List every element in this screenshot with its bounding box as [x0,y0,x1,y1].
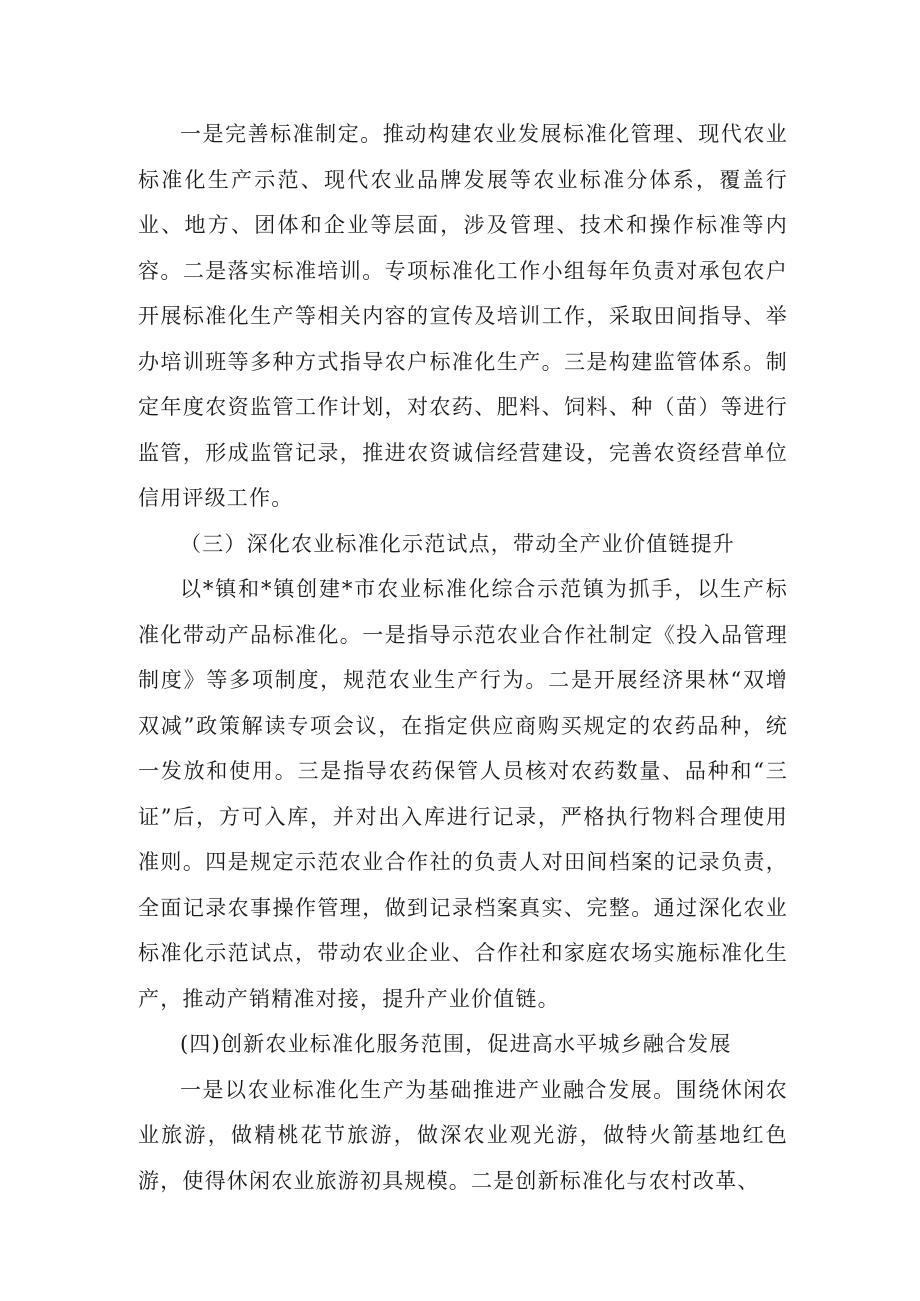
paragraph-standards-work: 一是完善标准制定。推动构建农业发展标准化管理、现代农业标准化生产示范、现代农业品牌发展等农业标准分体系，覆盖行业、地方、团体和企业等层面，涉及管理、技术和操作标准等内容。二是落实标准培训。专项标准化工作小组每年负责对承包农户开展标准化生产等相关内容的宣传及培训工作，采取田间指导、举办培训班等多种方式指导农户标准化生产。三是构建监管体系。制定年度农资监管工作计划，对农药、肥料、饲料、种（苗）等进行监管，形成监管记录，推进农资诚信经营建设，完善农资经营单位信用评级工作。 [138,122,788,510]
section-heading-3: （三）深化农业标准化示范试点，带动全产业价值链提升 [180,531,735,556]
paragraph-integration-development: 一是以农业标准化生产为基础推进产业融合发展。围绕休闲农业旅游，做精桃花节旅游，做深农业观光游，做特火箭基地红色游，使得休闲农业旅游初具规模。二是创新标准化与农村改革、 [138,1077,788,1193]
paragraph-demonstration-pilot: 以*镇和*镇创建*市农业标准化综合示范镇为抓手，以生产标准化带动产品标准化。一是指导示范农业合作社制定《投入品管理制度》等多项制度，规范农业生产行为。二是开展经济果林“双增双减”政策解读专项会议，在指定供应商购买规定的农药品种，统一发放和使用。三是指导农药保管人员核对农药数量、品种和“三证”后，方可入库，并对出入库进行记录，严格执行物料合理使用准则。四是规定示范农业合作社的负责人对田间档案的记录负责，全面记录农事操作管理，做到记录档案真实、完整。通过深化农业标准化示范试点，带动农业企业、合作社和家庭农场实施标准化生产，推动产销精准对接，提升产业价值链。 [138,577,788,1011]
document-page [138,112,788,1204]
section-heading-4: (四)创新农业标准化服务范围，促进高水平城乡融合发展 [180,1032,732,1056]
